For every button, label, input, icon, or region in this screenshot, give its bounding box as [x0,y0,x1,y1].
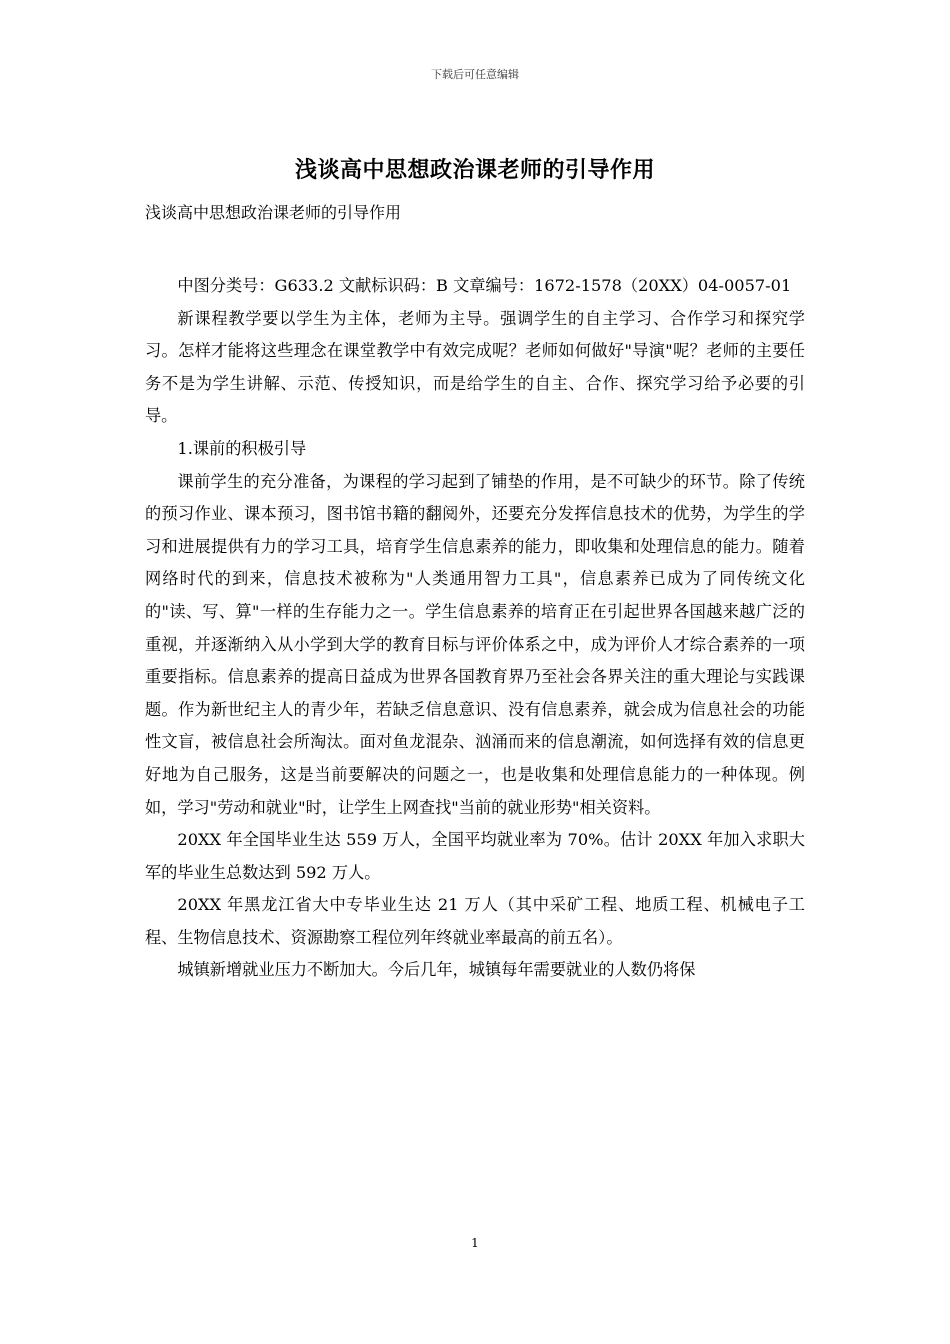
document-title: 浅谈高中思想政治课老师的引导作用 [294,158,655,183]
header-note: 下载后可任意编辑 [431,68,519,81]
document-body [145,270,805,987]
body-paragraph: 城镇新增就业压力不断加大。今后几年，城镇每年需要就业的人数仍将保 [177,960,696,980]
body-paragraph: 新课程教学要以学生为主体，老师为主导。强调学生的自主学习、合作学习和探究学习。怎样才能将这些理念在课堂教学中有效完成呢？老师如何做好"导演"呢？老师的主要任务不是为学生讲解、示范、传授知识，而是给学生的自主、合作、探究学习给予必要的引导。 [145,308,805,426]
classification-line: 中图分类号：G633.2 文献标识码：B 文章编号：1672-1578（20XX）04-0057-01 [177,276,792,295]
document-subtitle: 浅谈高中思想政治课老师的引导作用 [145,203,402,222]
section-heading: 1.课前的积极引导 [177,438,307,458]
body-paragraph: 20XX 年黑龙江省大中专毕业生达 21 万人（其中采矿工程、地质工程、机械电子工程、生物信息技术、资源勘察工程位列年终就业率最高的前五名）。 [145,895,805,947]
body-paragraph: 课前学生的充分准备，为课程的学习起到了铺垫的作用，是不可缺少的环节。除了传统的预习作业、课本预习，图书馆书籍的翻阅外，还要充分发挥信息技术的优势，为学生的学习和进展提供有力的学习工具，培育学生信息素养的能力，即收集和处理信息的能力。随着网络时代的到来，信息技术被称为"人类通用智力工具"，信息素养已成为了同传统文化的"读、写、算"一样的生存能力之一。学生信息素养的培育正在引起世界各国越来越广泛的重视，并逐渐纳入从小学到大学的教育目标与评价体系之中，成为评价人才综合素养的一项重要指标。信息素养的提高日益成为世界各国教育界乃至社会各界关注的重大理论与实践课题。作为新世纪主人的青少年，若缺乏信息意识、没有信息素养，就会成为信息社会的功能性文盲，被信息社会所淘汰。面对鱼龙混杂、汹涌而来的信息潮流，如何选择有效的信息更好地为自己服务，这是当前要解决的问题之一，也是收集和处理信息能力的一种体现。例如，学习"劳动和就业"时，让学生上网查找"当前的就业形势"相关资料。 [145,471,805,817]
page-number: 1 [471,1236,479,1250]
body-paragraph: 20XX 年全国毕业生达 559 万人，全国平均就业率为 70%。估计 20XX 年加入求职大军的毕业生总数达到 592 万人。 [145,830,805,882]
